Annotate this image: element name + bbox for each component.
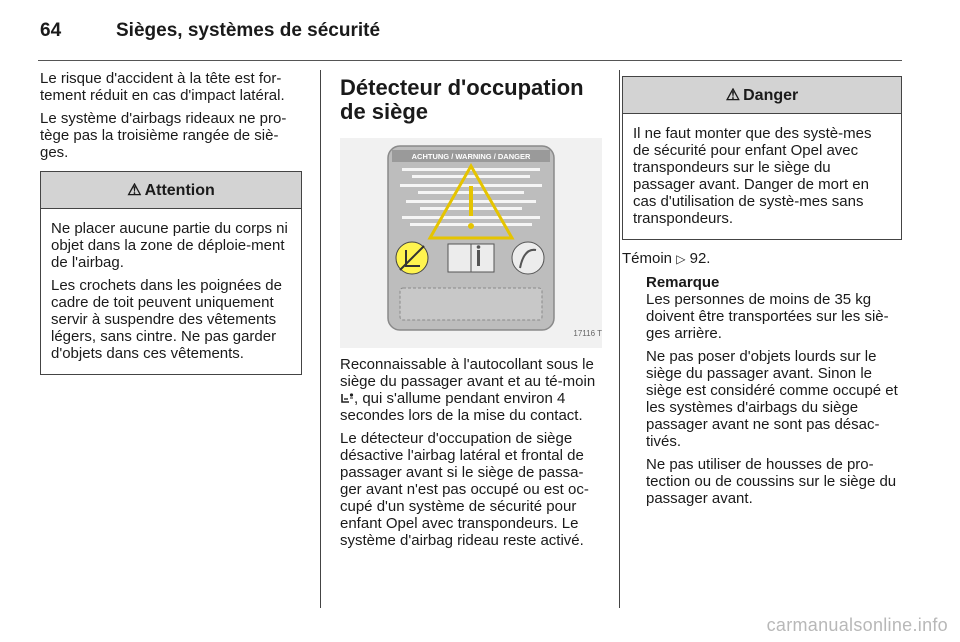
page-header xyxy=(40,20,904,60)
paragraph: Ne pas utiliser de housses de pro-tection ou de coussins sur le siège du passager avant. xyxy=(646,456,897,507)
attention-box-body xyxy=(41,209,301,374)
danger-box xyxy=(622,76,902,240)
paragraph: Il ne faut monter que des systè-mes de sécurité pour enfant Opel avec transpondeurs sur le siège du passager avant. Danger de mort en cas d'utilisation de systè-mes sans transpondeurs. xyxy=(633,125,872,227)
column-divider-2 xyxy=(619,70,620,608)
column-divider-1 xyxy=(320,70,321,608)
danger-box-header xyxy=(623,77,901,114)
paragraph-text: Reconnaissable à l'autocollant sous le siège du passager avant et au té-moin xyxy=(340,356,596,390)
column-1 xyxy=(40,70,302,375)
page-reference-link[interactable]: 92. xyxy=(689,250,711,267)
remarque-section xyxy=(646,274,902,507)
temoin-reference xyxy=(622,250,902,268)
warning-triangle-icon: ⚠ xyxy=(725,86,741,104)
warning-triangle-icon: ⚠ xyxy=(127,181,142,199)
column-3 xyxy=(622,70,902,513)
remarque-title: Remarque xyxy=(646,274,720,291)
figure-code: 17116 T xyxy=(573,329,602,338)
paragraph: Le système d'airbags rideaux ne pro-tège pas la troisième rangée de siè-ges. xyxy=(40,110,287,161)
seat-occupancy-indicator-icon xyxy=(340,392,354,404)
paragraph: Ne pas poser d'objets lourds sur le siège du passager avant. Sinon le siège est considéré comme occupé et les systèmes d'airbags du siège passager avant ne sont pas désac-tivés. xyxy=(646,348,898,450)
watermark: carmanualsonline.info xyxy=(766,615,948,635)
paragraph: Ne placer aucune partie du corps ni objet dans la zone de déploie-ment de l'airbag. xyxy=(51,220,288,271)
paragraph: Le risque d'accident à la tête est for-tement réduit en cas d'impact latéral. xyxy=(40,70,285,104)
paragraph xyxy=(340,356,604,424)
chapter-title: Sièges, systèmes de sécurité xyxy=(116,20,381,41)
column-2 xyxy=(340,70,604,555)
danger-box-body xyxy=(623,114,901,239)
danger-title: Danger xyxy=(743,86,799,104)
attention-box xyxy=(40,171,302,375)
section-title: Détecteur d'occupation de siège xyxy=(340,75,584,124)
paragraph: Le détecteur d'occupation de siège désactive l'airbag latéral et frontal de passager avant si le siège de passa-ger avant n'est pas occupé ou est oc-cupé d'un système de sécurité pour enfant Opel avec transpondeurs. Le système d'airbag rideau reste activé. xyxy=(340,430,589,549)
temoin-label: Témoin xyxy=(622,250,673,267)
paragraph: Les personnes de moins de 35 kg doivent être transportées sur les siè-ges arrière. xyxy=(646,291,889,342)
header-rule xyxy=(38,60,902,61)
sticker-heading: ACHTUNG / WARNING / DANGER xyxy=(411,152,531,161)
page-reference-arrow-icon: ▷ xyxy=(676,252,686,266)
paragraph-text: , qui s'allume pendant environ 4 secondes lors de la mise du contact. xyxy=(340,390,583,424)
attention-box-header xyxy=(41,172,301,209)
paragraph: Les crochets dans les poignées de cadre de toit peuvent uniquement servir à suspendre des vêtements légers, sans cintre. Ne pas garder d'objets dans ces vêtements. xyxy=(51,277,282,362)
attention-title: Attention xyxy=(144,181,215,199)
page-number: 64 xyxy=(40,20,62,41)
airbag-sticker-illustration xyxy=(340,138,602,348)
airbag-sticker-figure xyxy=(340,138,602,348)
